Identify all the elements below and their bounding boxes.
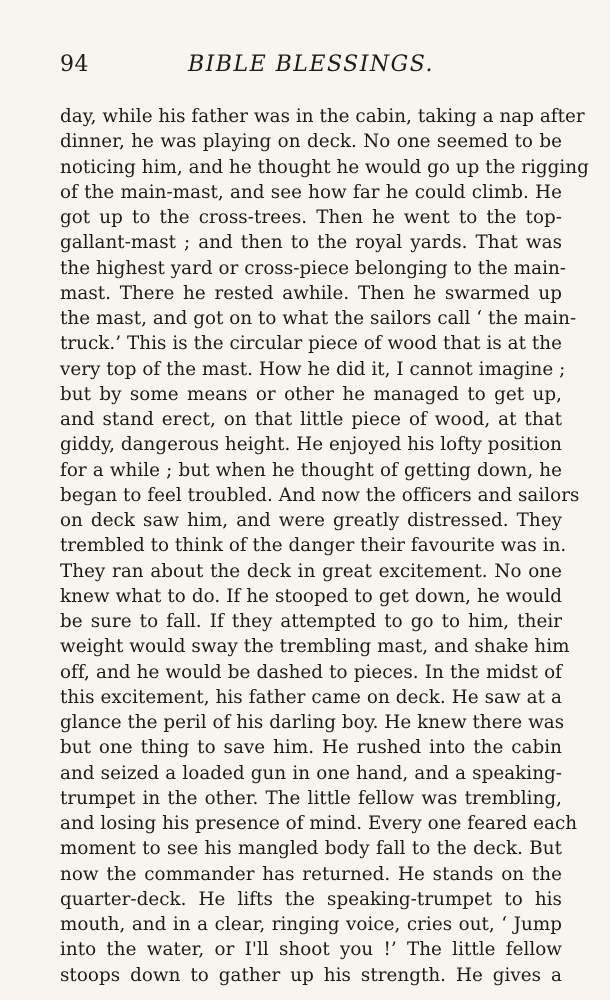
body-text [60,104,589,988]
text-line: this excitement, his father came on deck. He saw at a [60,686,562,708]
text-line: but one thing to save him. He rushed into the cabin [60,737,562,759]
text-line: dinner, he was playing on deck. No one seemed to be [60,131,562,153]
page-header [60,52,562,82]
text-line: for a while ; but when he thought of getting down, he [60,459,562,481]
text-line: and losing his presence of mind. Every one feared each [60,813,578,834]
text-line: stoops down to gather up his strength. He gives a [60,964,562,986]
text-line: into the water, or I'll shoot you !’ The little fellow [60,939,562,961]
text-line: trembled to think of the danger their favourite was in. [60,535,567,557]
text-line: trumpet in the other. The little fellow was trembling, [60,787,562,809]
text-line: and seized a loaded gun in one hand, and a speaking- [60,762,562,784]
text-line: giddy, dangerous height. He enjoyed his lofty position [60,434,562,456]
text-line: on deck saw him, and were greatly distressed. They [60,510,562,531]
text-line: got up to the cross-trees. Then he went to the top- [60,207,562,228]
page-number: 94 [60,52,89,77]
text-line: be sure to fall. If they attempted to go to him, their [60,611,562,632]
text-line: of the main-mast, and see how far he could climb. He [60,181,562,203]
text-line: knew what to do. If he stooped to get down, he would [60,585,562,607]
text-line: mast. There he rested awhile. Then he swarmed up [60,282,562,304]
text-line: day, while his father was in the cabin, taking a nap after [60,106,585,127]
text-line: They ran about the deck in great excitement. No one [60,560,562,582]
text-line: very top of the mast. How he did it, I cannot imagine ; [60,358,566,380]
text-line: now the commander has returned. He stands on the [60,863,562,885]
text-line: moment to see his mangled body fall to the deck. But [60,838,562,860]
text-line: quarter-deck. He lifts the speaking-trumpet to his [60,888,562,910]
text-line: weight would sway the trembling mast, and shake him [60,636,570,658]
text-line: off, and he would be dashed to pieces. In the midst of [60,661,562,683]
text-line: and stand erect, on that little piece of wood, at that [60,409,562,430]
text-line: the highest yard or cross-piece belonging to the main- [60,257,567,279]
text-line: noticing him, and he thought he would go up the rigging [60,156,589,178]
running-head-title: BIBLE BLESSINGS. [187,52,435,77]
text-line: began to feel troubled. And now the officers and sailors [60,484,580,506]
text-line: but by some means or other he managed to get up, [60,383,562,405]
text-line: glance the peril of his darling boy. He knew there was [60,712,565,733]
text-line: mouth, and in a clear, ringing voice, cries out, ‘ Jump [60,914,562,935]
text-line: gallant-mast ; and then to the royal yards. That was [60,232,562,254]
text-line: the mast, and got on to what the sailors call ‘ the main- [60,308,577,329]
text-line: truck.’ This is the circular piece of wood that is at the [60,333,562,355]
